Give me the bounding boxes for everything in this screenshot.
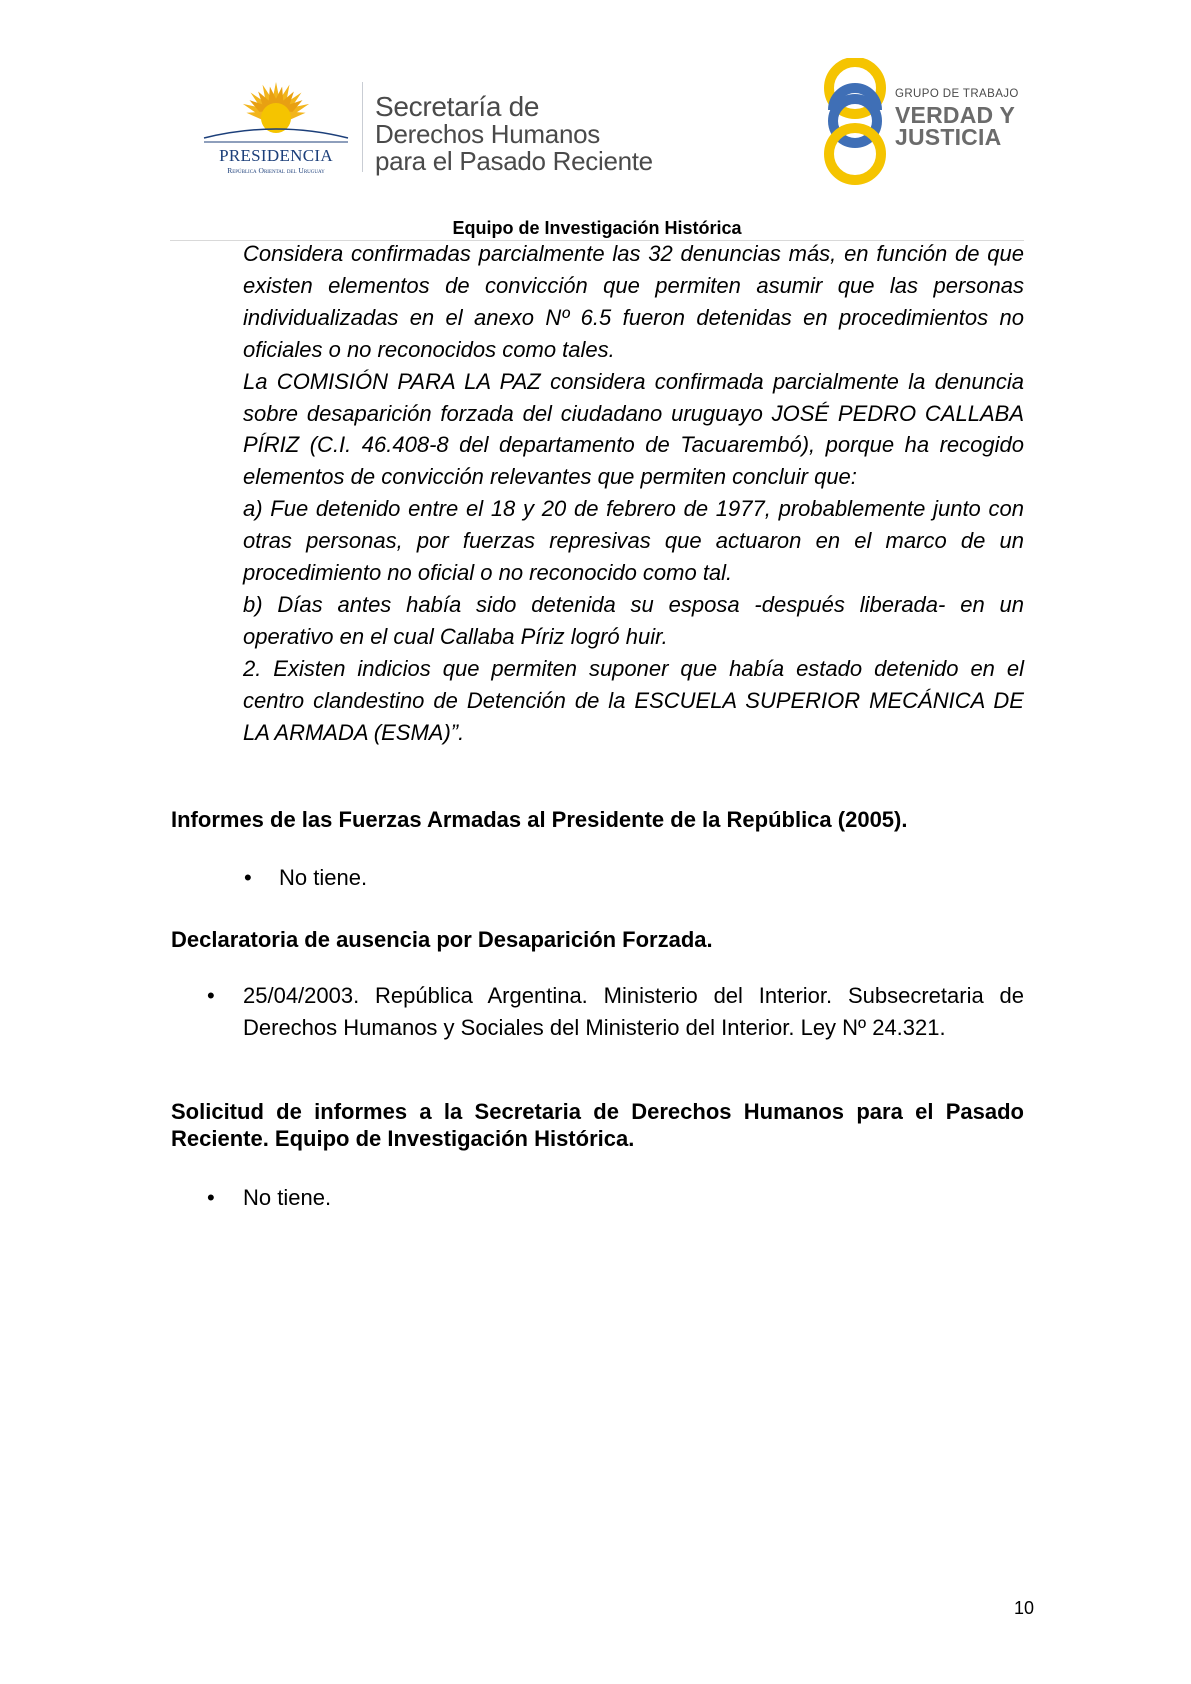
bullet-dot: • bbox=[207, 983, 215, 1008]
page-number: 10 bbox=[1013, 1598, 1034, 1618]
grupo-title-line-2: JUSTICIA bbox=[895, 124, 1002, 150]
header-divider bbox=[362, 82, 363, 172]
list-item-text: No tiene. bbox=[243, 1185, 332, 1210]
presidencia-name: PRESIDENCIA bbox=[219, 146, 333, 165]
secretaria-logo-text bbox=[375, 92, 653, 175]
bullet-dot: • bbox=[207, 1185, 215, 1210]
section-heading-declaratoria: Declaratoria de ausencia por Desaparición Forzada. bbox=[171, 927, 713, 952]
grupo-small-title: GRUPO DE TRABAJO bbox=[895, 88, 1019, 100]
list-item-text: No tiene. bbox=[279, 865, 368, 890]
section-heading-solicitud-informes: Solicitud de informes a la Secretaria de Derechos Humanos para el Pasado Reciente. Equipo de Investigación Histórica. bbox=[171, 1099, 1024, 1151]
grupo-title-line-1: VERDAD Y bbox=[895, 102, 1016, 128]
quote-paragraph-3: a) Fue detenido entre el 18 y 20 de febrero de 1977, probablemente junto con otras personas, por fuerzas represivas que actuaron en el marco de un procedimiento no oficial o no reconocido como tal. bbox=[243, 496, 1024, 586]
bullet-dot: • bbox=[244, 865, 252, 890]
section-heading-fuerzas-armadas: Informes de las Fuerzas Armadas al Presidente de la República (2005). bbox=[171, 807, 908, 832]
sun-of-may-icon bbox=[196, 80, 356, 146]
quote-paragraph-1: Considera confirmadas parcialmente las 32 denuncias más, en función de que existen elementos de convicción que permiten asumir que las personas individualizadas en el anexo Nº 6.5 fueron detenidas en procedimientos no oficiales o no reconocidos como tales. bbox=[243, 241, 1024, 362]
quote-paragraph-2: La COMISIÓN PARA LA PAZ considera confirmada parcialmente la denuncia sobre desaparición forzada del ciudadano uruguayo JOSÉ PEDRO CALLABA PÍRIZ (C.I. 46.408-8 del departamento de Tacuarembó), porque ha recogido elementos de convicción relevantes que permiten concluir que: bbox=[243, 368, 1024, 490]
verdad-justicia-logo bbox=[820, 58, 1030, 186]
quote-paragraph-4: b) Días antes había sido detenida su esposa -después liberada- en un operativo en el cual Callaba Píriz logró huir. bbox=[243, 591, 1024, 649]
quote-paragraph-5: 2. Existen indicios que permiten suponer que había estado detenido en el centro clandestino de Detención de la ESCUELA SUPERIOR MECÁNICA DE LA ARMADA (ESMA)”. bbox=[243, 655, 1024, 745]
secretaria-line-1: Secretaría de bbox=[375, 91, 540, 122]
interlocked-rings-icon bbox=[820, 58, 890, 186]
quote-block bbox=[243, 238, 1024, 749]
presidencia-logo bbox=[196, 80, 356, 180]
secretaria-line-2: Derechos Humanos bbox=[375, 119, 600, 149]
secretaria-line-3: para el Pasado Reciente bbox=[375, 146, 653, 176]
presidencia-subtitle: República Oriental del Uruguay bbox=[227, 166, 325, 175]
header-equipo-title: Equipo de Investigación Histórica bbox=[452, 218, 742, 238]
list-item-text: 25/04/2003. República Argentina. Ministerio del Interior. Subsecretaria de Derechos Humanos y Sociales del Ministerio del Interior. Ley Nº 24.321. bbox=[243, 983, 1024, 1040]
